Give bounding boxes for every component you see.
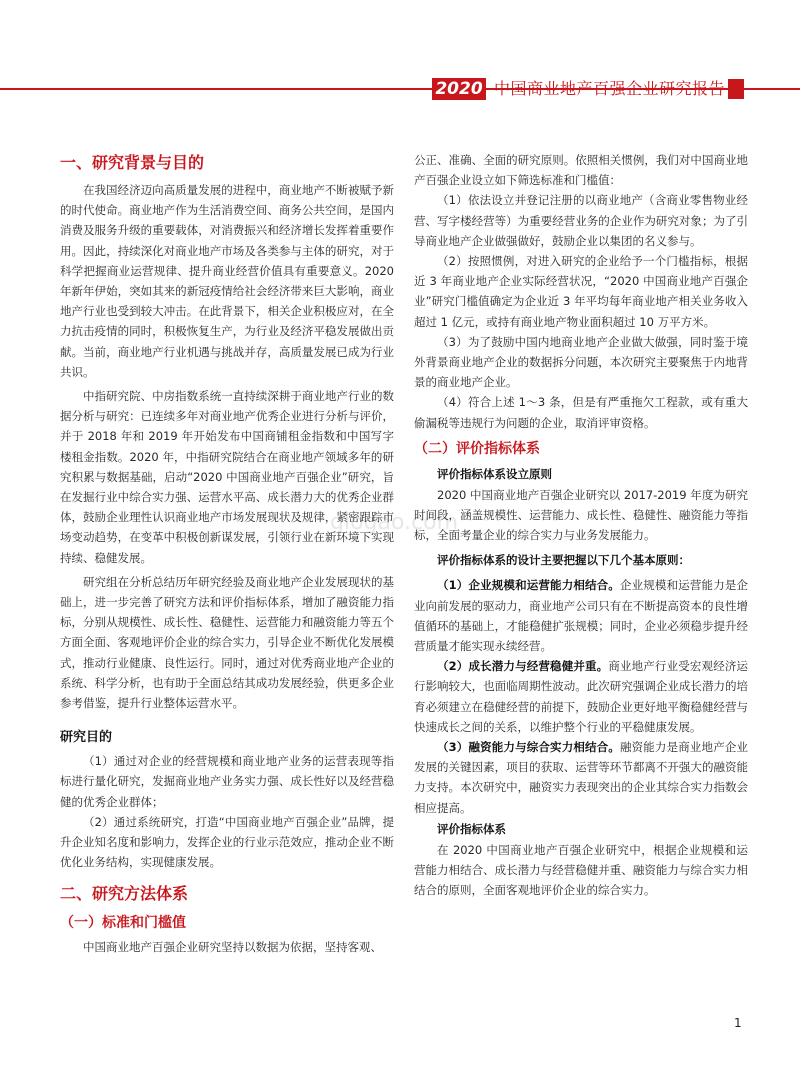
background-paragraph-3: 研究组在分析总结历年研究经验及商业地产企业发展现状的基础上，进一步完善了研究方法和评价指标体系，增加了融资能力指标，分别从规模性、成长性、稳健性、运营能力和融资能力等五个方面全面、客观地评价企业的综合实力，引导企业不断优化发展模式，推动行业健康、良性运行。同时，通过对优秀商业地产企业的系统、科学分析，也有助于全面总结其成功发展经验，供更多企业参考借鉴，提升行业整体运营水平。 <box>60 574 394 711</box>
principle-3 <box>414 737 748 818</box>
criterion-2: （2）按照惯例，对进入研究的企业给予一个门槛指标，根据近 3 年商业地产企业实际经营状况，“2020 中国商业地产百强企业”研究门槛值确定为企业近 3 年平均每年商业地产相关业务收入超过 1 亿元，或持有商业地产物业面积超过 10 万平方米。 <box>414 254 748 329</box>
page-number: 1 <box>734 1016 742 1030</box>
principle-3-text: 融资能力是商业地产企业发展的关键因素，项目的获取、运营等环节都离不开强大的融资能力支持。本次研究中，融资实力表现突出的企业其综合实力指数会相应提高。 <box>414 740 749 815</box>
right-column <box>414 150 748 901</box>
background-paragraph-1: 在我国经济迈向高质量发展的进程中，商业地产不断被赋予新的时代使命。商业地产作为生活消费空间、商务公共空间，是国内消费及服务升级的重要载体，对消费振兴和经济增长发挥着重要作用。因此，持续深化对商业地产市场及各类参与主体的研究，对于科学把握商业运营规律、提升商业经营价值具有重要意义。2020 年新年伊始，突如其来的新冠疫情给社会经济带来巨大影响，商业地产行业也受到较大冲击。在此背景下，相关企业积极应对，在全力抗击疫情的同时，积极恢复生产，为行业及经济平稳发展做出贡献。当前，商业地产行业机遇与挑战并存，高质量发展已成为行业共识。 <box>60 183 394 379</box>
purpose-item-1: （1）通过对企业的经营规模和商业地产业务的运营表现等指标进行量化研究，发掘商业地产业务实力强、成长性好以及经营稳健的优秀企业群体； <box>60 754 394 809</box>
principle-2-lead: （2）成长潜力与经营稳健并重。 <box>437 659 609 674</box>
principle-2 <box>414 656 748 737</box>
standards-paragraph-start: 中国商业地产百强企业研究坚持以数据为依据，坚持客观、 <box>83 939 382 954</box>
criterion-4: （4）符合上述 1～3 条，但是有严重拖欠工程款，或有重大偷漏税等违规行为问题的企业，取消评审资格。 <box>414 395 748 430</box>
subheading-research-purpose: 研究目的 <box>60 730 113 746</box>
principle-1 <box>414 575 748 656</box>
subsection-heading-index-system: （二）评价指标体系 <box>414 440 540 457</box>
standards-paragraph-continued: 公正、准确、全面的研究原则。依照相关惯例，我们对中国商业地产百强企业设立如下筛选标准和门槛值： <box>414 153 748 188</box>
principle-2-text: 商业地产行业受宏观经济运行影响较大，也面临周期性波动。此次研究强调企业成长潜力的培育必须建立在稳健经营的前提下，鼓励企业更好地平衡稳健经营与快速成长之间的关系，以维护整个行业的平稳健康发展。 <box>414 659 749 734</box>
section-heading-methods: 二、研究方法体系 <box>60 883 189 903</box>
header-square-decoration <box>728 79 744 99</box>
index-paragraph: 2020 中国商业地产百强企业研究以 2017-2019 年度为研究时间段，涵盖规模性、运营能力、成长性、稳健性、融资能力等指标，全面考量企业的综合实力与业务发展能力。 <box>414 487 748 543</box>
report-title: 中国商业地产百强企业研究报告 <box>494 79 726 98</box>
report-year: 2020 <box>435 79 483 99</box>
left-column <box>60 150 394 957</box>
principle-1-lead: （1）企业规模和运营能力相结合。 <box>437 578 620 593</box>
criterion-1: （1）依法设立并登记注册的以商业地产（含商业零售物业经营、写字楼经营等）为重要经营业务的企业作为研究对象；为了引导商业地产企业做强做好，鼓励企业以集团的名义参与。 <box>414 193 748 248</box>
header-year-badge <box>432 78 486 100</box>
heading-index-principles: 评价指标体系设立原则 <box>437 466 552 481</box>
criterion-3: （3）为了鼓励中国内地商业地产企业做大做强，同时鉴于境外背景商业地产企业的数据拆分问题，本次研究主要聚焦于内地背景的商业地产企业。 <box>414 334 748 390</box>
principle-3-lead: （3）融资能力与综合实力相结合。 <box>437 740 620 755</box>
index-system-paragraph: 在 2020 中国商业地产百强企业研究中，根据企业规模和运营能力相结合、成长潜力与经营稳健并重、融资能力与综合实力相结合的原则，全面客观地评价企业的综合实力。 <box>414 842 748 898</box>
section-heading-background: 一、研究背景与目的 <box>60 153 205 172</box>
watermark: glogao.com <box>330 510 459 535</box>
purpose-item-2: （2）通过系统研究，打造“中国商业地产百强企业”品牌，提升企业知名度和影响力，发挥企业的行业示范效应，推动企业不断优化业务结构，实现健康发展。 <box>60 814 394 870</box>
principle-1-text: 企业规模和运营能力是企业向前发展的驱动力，商业地产公司只有在不断提高资本的良性增值循环的基础上，才能稳健扩张规模；同时，企业必须稳步提升经营质量才能实现永续经营。 <box>414 578 749 654</box>
background-paragraph-2: 中指研究院、中房指数系统一直持续深耕于商业地产行业的数据分析与研究：已连续多年对商业地产优秀企业进行分析与评价，并于 2018 年和 2019 年开始发布中国商铺租金指数和中国写字楼租金指数。2020 年，中指研究院结合在商业地产领域多年的研究积累与数据基础，启动“2020 中国商业地产百强企业”研究，旨在发掘行业中综合实力强、运营水平高、成长潜力大的优秀企业群体，鼓励企业理性认识商业地产市场发展现状及规律，紧密跟踪市场变动趋势，在变革中积极创新谋发展，引领行业在新环境下实现持续、稳健发展。 <box>60 389 394 565</box>
heading-design-principles: 评价指标体系的设计主要把握以下几个基本原则： <box>437 553 690 568</box>
subsection-heading-standards: （一）标准和门槛值 <box>60 914 186 931</box>
heading-index-system: 评价指标体系 <box>437 821 506 836</box>
